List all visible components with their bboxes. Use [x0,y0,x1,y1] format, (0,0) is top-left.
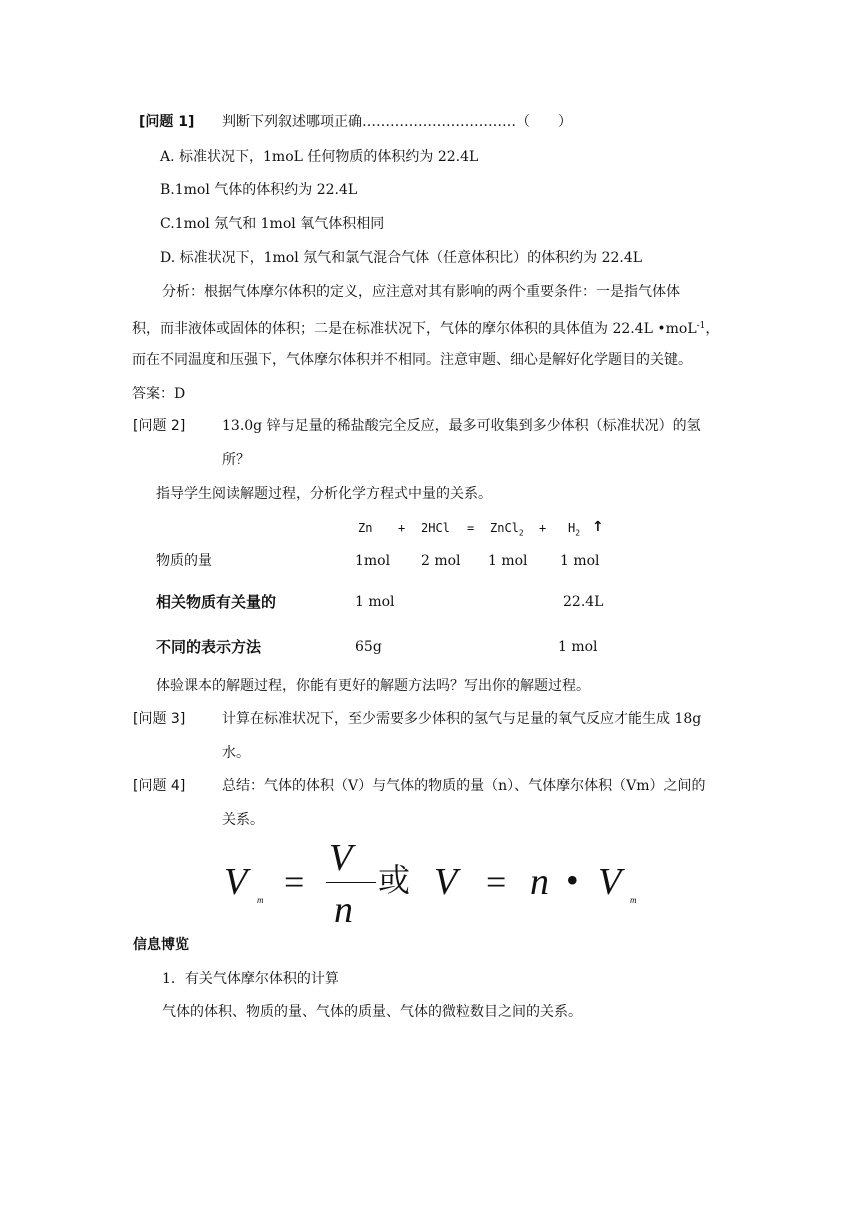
q1-analysis-line2-sup: -1 [696,321,706,331]
equation-equals: = [467,521,475,535]
equation-hcl: 2HCl [421,521,450,535]
q1-option-b: B.1mol 气体的体积约为 22.4L [160,182,358,198]
row3-label: 不同的表示方法 [156,638,262,656]
q2-text-line2: 所？ [222,452,250,468]
formula-v3: V [598,861,622,903]
q1-analysis-line3: 而在不同温度和压强下，气体摩尔体积并不相同。注意审题、细心是解好化学题目的关键。 [132,352,692,368]
equation-plus-2: + [539,521,547,535]
q1-analysis-line2 [132,316,719,339]
row1-hcl: 2 mol [421,553,461,569]
q4-label: [问题 4] [133,778,186,794]
q4-text-line1: 总结：气体的体积（V）与气体的物质的量（n）、气体摩尔体积（Vm）之间的 [222,778,706,794]
formula-equals-1: = [284,862,305,902]
formula-sub-m2: m [630,895,637,905]
q1-analysis-line2-end: ， [705,321,720,337]
q3-label: [问题 3] [133,711,186,727]
row2-label: 相关物质有关量的 [156,593,277,611]
formula-denominator: n [334,889,353,931]
formula-v2: V [434,861,458,903]
up-arrow-icon: ↑ [592,519,604,535]
q4-text-line2: 关系。 [222,812,264,828]
equation-h-sub: 2 [575,528,581,538]
row1-zncl2: 1 mol [488,553,528,569]
formula-dot: • [566,860,579,900]
q2-label: [问题 2] [133,418,186,434]
row1-label: 物质的量 [156,553,212,569]
info-item-1: 1．有关气体摩尔体积的计算 [162,971,339,987]
row1-zn: 1mol [355,553,391,569]
q1-analysis-line1: 分析：根据气体摩尔体积的定义，应注意对其有影响的两个重要条件：一是指气体体 [162,284,680,300]
q3-text-line1: 计算在标准状况下，至少需要多少体积的氢气与足量的氧气反应才能生成 18g [222,711,702,727]
q1-analysis-line2-text: 积，而非液体或固体的体积；二是在标准状况下，气体的摩尔体积的具体值为 22.4L •moL [132,321,697,337]
row3-zn: 65g [355,639,382,655]
equation-h2 [568,518,580,543]
molar-volume-formula [222,837,662,932]
row1-h2: 1 mol [560,553,600,569]
q2-text-line1: 13.0g 锌与足量的稀盐酸完全反应，最多可收集到多少体积（标准状况）的氢 [222,418,701,434]
q1-answer: 答案：D [132,386,186,402]
q1-label: [问题 1] [139,114,195,130]
q3-text-line2: 水。 [222,745,250,761]
info-text: 气体的体积、物质的量、气体的质量、气体的微粒数目之间的关系。 [162,1004,582,1020]
equation-h-text: H [568,521,576,535]
q2-experience: 体验课本的解题过程，你能有更好的解题方法吗？写出你的解题过程。 [156,678,590,694]
formula-v1: V [224,861,248,903]
fraction-bar [326,882,376,883]
formula-equals-2: = [486,862,507,902]
equation-zn: Zn [358,521,373,535]
row2-zn: 1 mol [355,594,395,610]
q1-option-a: A. 标准状况下，1moL 任何物质的体积约为 22.4L [160,149,479,165]
row2-h2: 22.4L [563,594,604,610]
row3-h2: 1 mol [558,639,598,655]
info-heading: 信息博览 [133,937,189,953]
formula-or: 或 [378,861,411,899]
q1-option-d: D. 标准状况下，1mol 氖气和氯气混合气体（任意体积比）的体积约为 22.4L [160,250,643,266]
equation-zncl-sub: 2 [518,528,524,538]
formula-n: n [530,861,549,903]
formula-numerator: V [329,837,353,879]
q1-option-c: C.1mol 氖气和 1mol 氧气体积相同 [160,216,385,232]
q2-guide: 指导学生阅读解题过程，分析化学方程式中量的关系。 [156,486,492,502]
q1-prompt: 判断下列叙述哪项正确……………………………（ ） [222,114,572,130]
formula-sub-m1: m [257,895,264,905]
equation-zncl-text: ZnCl [490,521,519,535]
equation-plus-1: + [398,521,406,535]
equation-zncl2 [490,518,524,543]
